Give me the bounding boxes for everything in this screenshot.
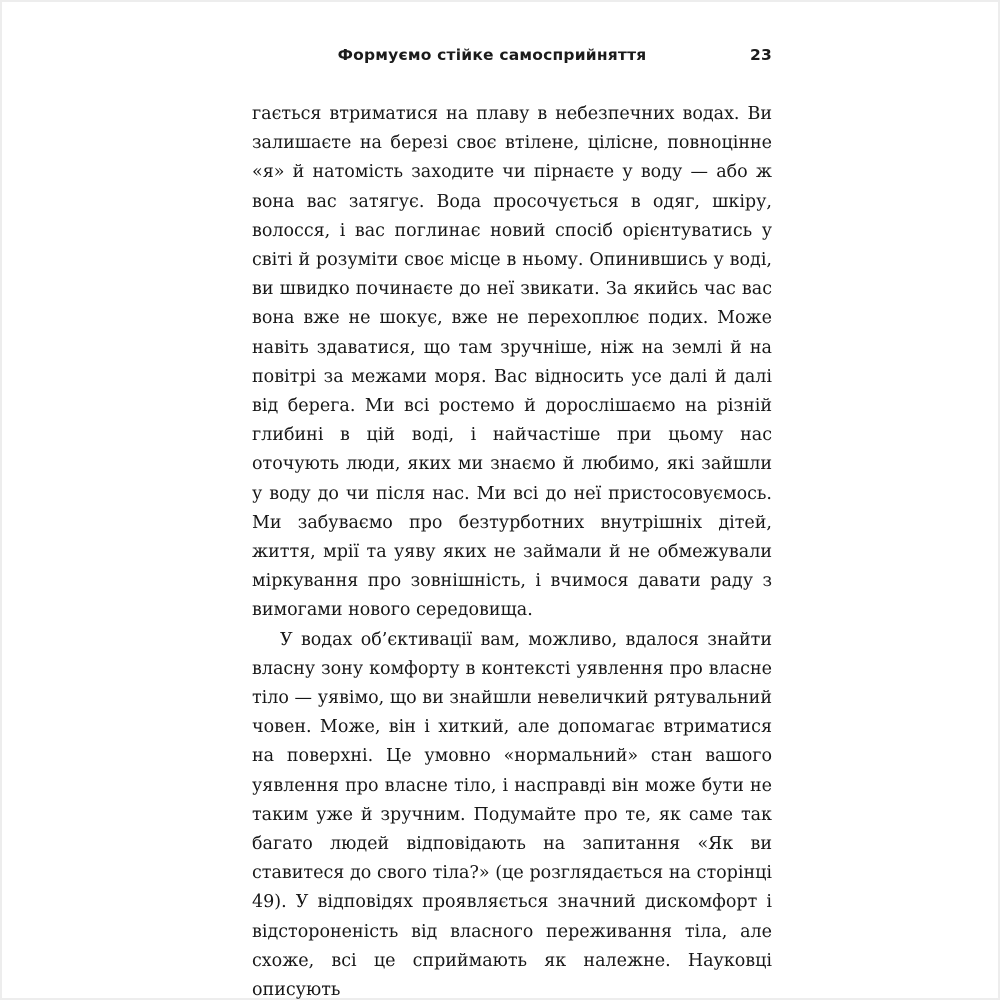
body-text-block — [252, 100, 772, 1000]
page-number: 23 — [750, 46, 772, 64]
running-header — [252, 46, 772, 64]
running-header-title: Формуємо стійке самосприйняття — [337, 46, 647, 64]
body-paragraph: гається втриматися на плаву в небезпечних водах. Ви залишаєте на березі своє втілене, цілісне, повноцінне «я» й натомість заходите чи пірнаєте у воду — або ж вона вас затягує. Вода просочується в одяг, шкіру, волосся, і вас поглинає новий спосіб орієнтуватись у світі й розуміти своє місце в ньому. Опинившись у воді, ви швидко починаєте до неї звикати. За якийсь час вас вона вже не шокує, вже не перехоплює подих. Може навіть здаватися, що там зручніше, ніж на землі й на повітрі за межами моря. Вас відносить усе далі й далі від берега. Ми всі ростемо й дорослішаємо на різній глибині в цій воді, і найчастіше при цьому нас оточують люди, яких ми знаємо й любимо, які зайшли у воду до чи після нас. Ми всі до неї пристосовуємось. Ми забуваємо про безтурботних внутрішніх дітей, життя, мрії та уяву яких не займали й не обмежували міркування про зовнішність, і вчимося давати раду з вимогами нового середовища. — [252, 104, 772, 621]
body-paragraph: У водах об’єктивації вам, можливо, вдалося знайти власну зону комфорту в контексті уявлення про власне тіло — уявімо, що ви знайшли невеличкий рятувальний човен. Може, він і хиткий, але допомагає втриматися на поверхні. Це умовно «нормальний» стан вашого уявлення про власне тіло, і насправді він може бути не таким уже й зручним. Подумайте про те, як саме так багато людей відповідають на запитання «Як ви ставитеся до свого тіла?» (це розглядається на сторінці 49). У відповідях проявляється значний дискомфорт і відстороненість від власного переживання тіла, але схоже, всі це сприймають як належне. Науковці описують — [252, 629, 772, 1000]
